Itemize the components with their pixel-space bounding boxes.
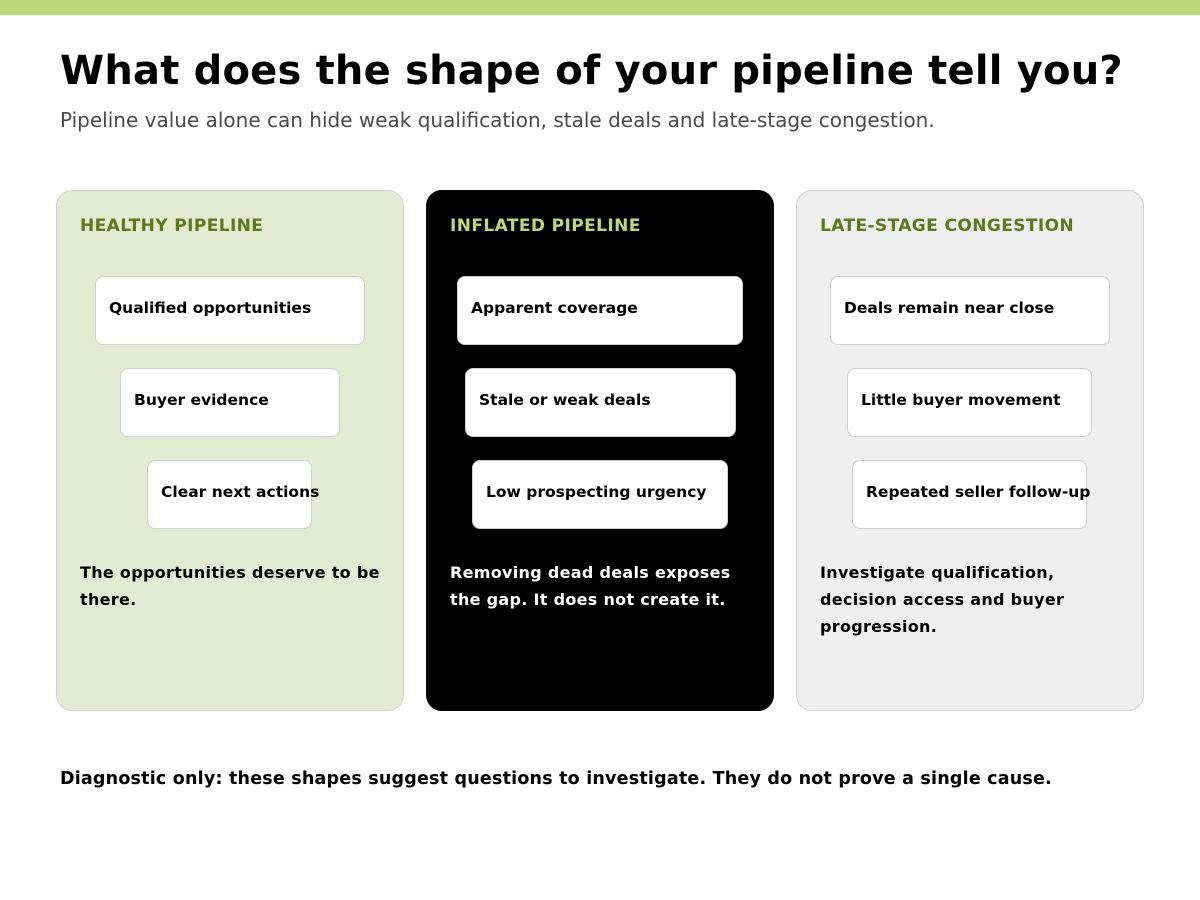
stage-card-label: Deals remain near close bbox=[844, 299, 1055, 317]
stage-card-label: Low prospecting urgency bbox=[486, 483, 707, 501]
stage-card bbox=[95, 276, 365, 345]
stage-card bbox=[120, 368, 340, 437]
stage-card-label: Clear next actions bbox=[161, 483, 320, 501]
stage-card-label: Apparent coverage bbox=[471, 299, 638, 317]
stage-card bbox=[847, 368, 1092, 437]
panel-note: Investigate qualification, decision access and buyer progression. bbox=[820, 563, 1065, 636]
panel-heading: INFLATED PIPELINE bbox=[450, 216, 641, 236]
panel-healthy-pipeline bbox=[56, 190, 404, 711]
top-accent-bar bbox=[0, 0, 1200, 15]
stage-card-label: Repeated seller follow-up bbox=[866, 483, 1091, 501]
page-title: What does the shape of your pipeline tell you? bbox=[60, 48, 1123, 94]
panel-note: Removing dead deals exposes the gap. It does not create it. bbox=[450, 563, 731, 609]
panel-late-stage-congestion bbox=[796, 190, 1144, 711]
panel-inflated-pipeline bbox=[426, 190, 774, 711]
stage-card bbox=[852, 460, 1091, 529]
stage-card bbox=[830, 276, 1110, 345]
stage-card bbox=[465, 368, 736, 437]
stage-card-label: Stale or weak deals bbox=[479, 391, 651, 409]
stage-card-label: Little buyer movement bbox=[861, 391, 1061, 409]
stage-card bbox=[457, 276, 743, 345]
panel-heading: LATE-STAGE CONGESTION bbox=[820, 216, 1075, 236]
panel-note: The opportunities deserve to be there. bbox=[80, 563, 380, 609]
stage-card bbox=[147, 460, 320, 529]
stage-card bbox=[472, 460, 728, 529]
stage-card-label: Buyer evidence bbox=[134, 391, 269, 409]
footer-disclaimer: Diagnostic only: these shapes suggest questions to investigate. They do not prove a single cause. bbox=[60, 769, 1052, 789]
panel-heading: HEALTHY PIPELINE bbox=[80, 216, 264, 236]
page-subtitle: Pipeline value alone can hide weak qualification, stale deals and late-stage congestion. bbox=[60, 108, 935, 132]
stage-card-label: Qualified opportunities bbox=[109, 299, 312, 317]
